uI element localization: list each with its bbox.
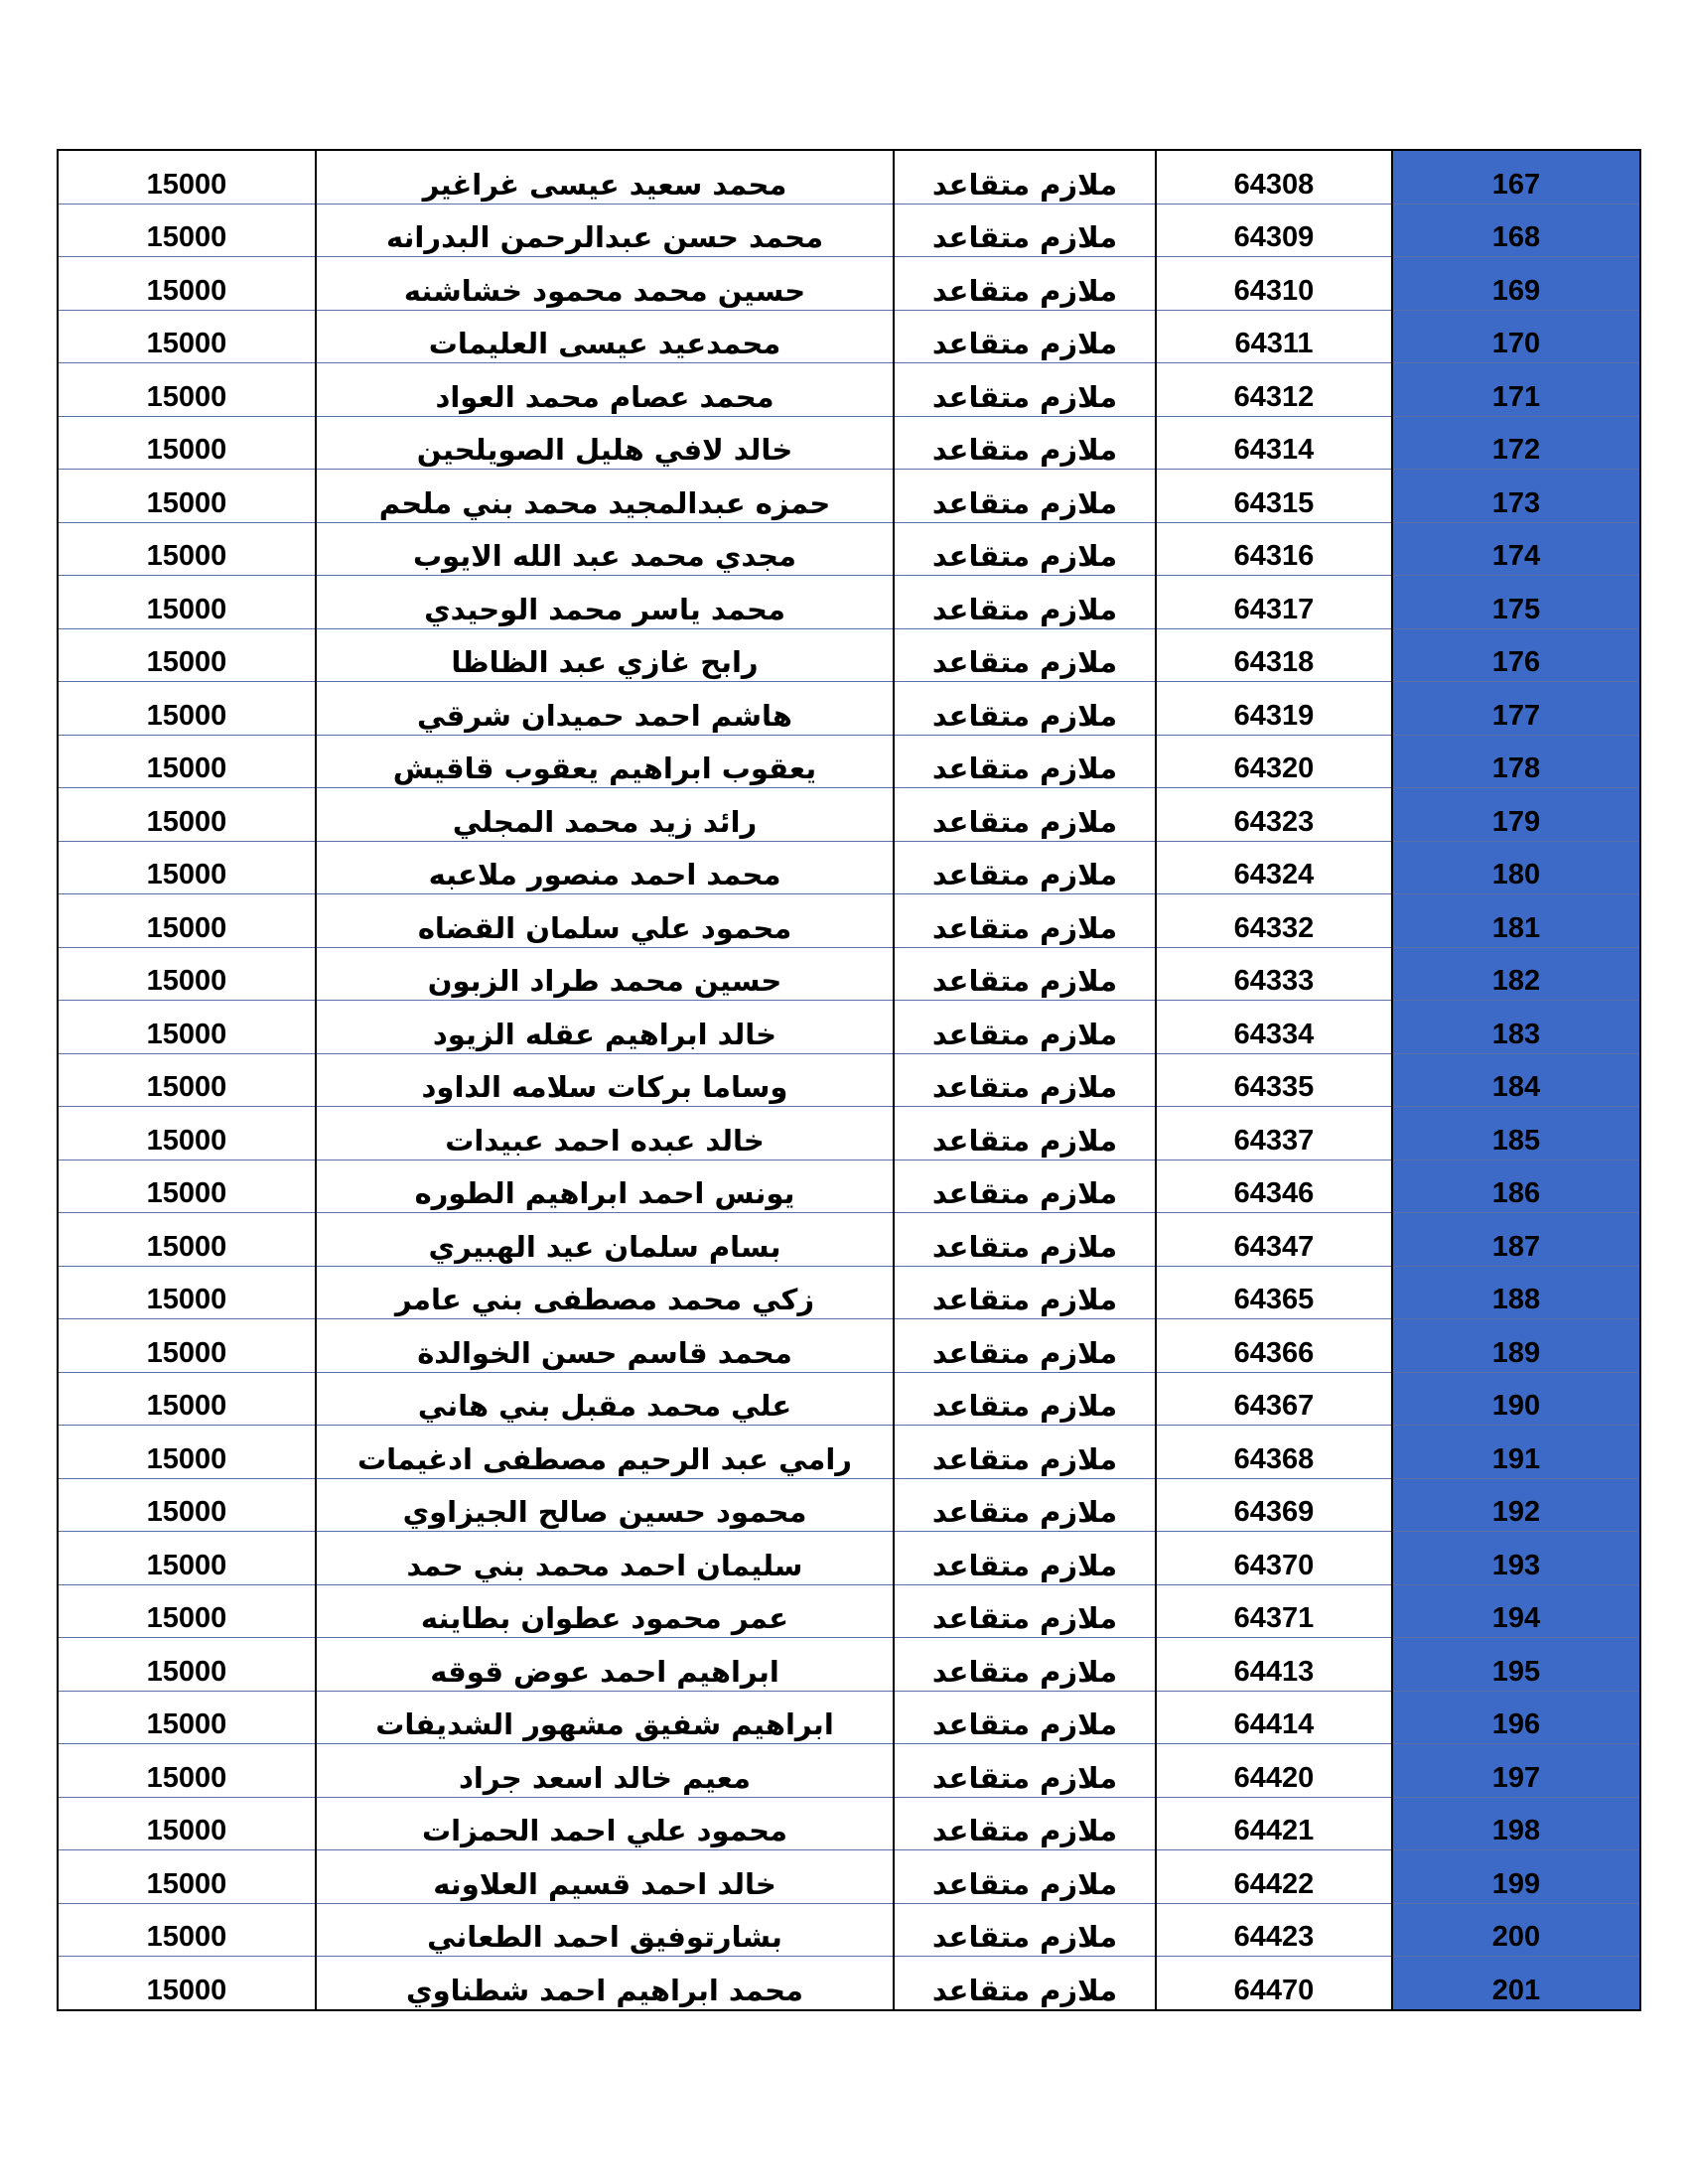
id-number-cell: 64314 [1156, 416, 1392, 470]
id-number-cell: 64369 [1156, 1478, 1392, 1532]
rank-cell: ملازم متقاعد [894, 363, 1156, 417]
name-cell: ابراهيم شفيق مشهور الشديفات [316, 1691, 894, 1744]
sequence-number-cell: 172 [1392, 416, 1640, 470]
id-number-cell: 64319 [1156, 682, 1392, 736]
table-row [58, 1850, 1640, 1904]
sequence-number-cell: 187 [1392, 1213, 1640, 1267]
sequence-number-cell: 186 [1392, 1160, 1640, 1213]
sequence-number-cell: 195 [1392, 1638, 1640, 1692]
rank-cell: ملازم متقاعد [894, 1266, 1156, 1319]
name-cell: رائد زيد محمد المجلي [316, 788, 894, 842]
name-cell: خالد احمد قسيم العلاونه [316, 1850, 894, 1904]
amount-cell: 15000 [58, 522, 316, 576]
sequence-number-cell: 182 [1392, 947, 1640, 1001]
amount-cell: 15000 [58, 1957, 316, 2010]
sequence-number-cell: 185 [1392, 1107, 1640, 1160]
name-cell: بشارتوفيق احمد الطعاني [316, 1903, 894, 1957]
name-cell: محمد عصام محمد العواد [316, 363, 894, 417]
name-cell: حسين محمد محمود خشاشنه [316, 257, 894, 311]
name-cell: وساما بركات سلامه الداود [316, 1053, 894, 1107]
amount-cell: 15000 [58, 1478, 316, 1532]
rank-cell: ملازم متقاعد [894, 682, 1156, 736]
sequence-number-cell: 192 [1392, 1478, 1640, 1532]
sequence-number-cell: 198 [1392, 1797, 1640, 1850]
id-number-cell: 64310 [1156, 257, 1392, 311]
sequence-number-cell: 190 [1392, 1372, 1640, 1426]
amount-cell: 15000 [58, 1160, 316, 1213]
id-number-cell: 64333 [1156, 947, 1392, 1001]
amount-cell: 15000 [58, 1053, 316, 1107]
id-number-cell: 64317 [1156, 576, 1392, 629]
amount-cell: 15000 [58, 363, 316, 417]
amount-cell: 15000 [58, 1266, 316, 1319]
amount-cell: 15000 [58, 1850, 316, 1904]
sequence-number-cell: 168 [1392, 204, 1640, 257]
rank-cell: ملازم متقاعد [894, 470, 1156, 523]
rank-cell: ملازم متقاعد [894, 1426, 1156, 1479]
rank-cell: ملازم متقاعد [894, 1372, 1156, 1426]
rank-cell: ملازم متقاعد [894, 257, 1156, 311]
name-cell: محمد سعيد عيسى غراغير [316, 150, 894, 204]
rank-cell: ملازم متقاعد [894, 1319, 1156, 1373]
rank-cell: ملازم متقاعد [894, 788, 1156, 842]
table-row [58, 628, 1640, 682]
table-row [58, 1319, 1640, 1373]
rank-cell: ملازم متقاعد [894, 1691, 1156, 1744]
id-number-cell: 64320 [1156, 735, 1392, 788]
amount-cell: 15000 [58, 628, 316, 682]
id-number-cell: 64311 [1156, 310, 1392, 363]
amount-cell: 15000 [58, 150, 316, 204]
rank-cell: ملازم متقاعد [894, 1053, 1156, 1107]
sequence-number-cell: 173 [1392, 470, 1640, 523]
rank-cell: ملازم متقاعد [894, 841, 1156, 894]
amount-cell: 15000 [58, 1584, 316, 1638]
table-row [58, 416, 1640, 470]
sequence-number-cell: 188 [1392, 1266, 1640, 1319]
id-number-cell: 64414 [1156, 1691, 1392, 1744]
name-cell: هاشم احمد حميدان شرقي [316, 682, 894, 736]
amount-cell: 15000 [58, 947, 316, 1001]
id-number-cell: 64413 [1156, 1638, 1392, 1692]
table-row [58, 1266, 1640, 1319]
sequence-number-cell: 193 [1392, 1532, 1640, 1585]
id-number-cell: 64420 [1156, 1744, 1392, 1798]
sequence-number-cell: 181 [1392, 894, 1640, 948]
name-cell: معيم خالد اسعد جراد [316, 1744, 894, 1798]
sequence-number-cell: 175 [1392, 576, 1640, 629]
name-cell: حسين محمد طراد الزبون [316, 947, 894, 1001]
rank-cell: ملازم متقاعد [894, 204, 1156, 257]
table-row [58, 576, 1640, 629]
rank-cell: ملازم متقاعد [894, 1532, 1156, 1585]
table-row [58, 1160, 1640, 1213]
id-number-cell: 64332 [1156, 894, 1392, 948]
id-number-cell: 64421 [1156, 1797, 1392, 1850]
rank-cell: ملازم متقاعد [894, 150, 1156, 204]
sequence-number-cell: 184 [1392, 1053, 1640, 1107]
table-row [58, 735, 1640, 788]
rank-cell: ملازم متقاعد [894, 1107, 1156, 1160]
id-number-cell: 64334 [1156, 1001, 1392, 1054]
sequence-number-cell: 174 [1392, 522, 1640, 576]
rank-cell: ملازم متقاعد [894, 894, 1156, 948]
sequence-number-cell: 170 [1392, 310, 1640, 363]
rank-cell: ملازم متقاعد [894, 1478, 1156, 1532]
id-number-cell: 64422 [1156, 1850, 1392, 1904]
sequence-number-cell: 176 [1392, 628, 1640, 682]
table-row [58, 682, 1640, 736]
name-cell: سليمان احمد محمد بني حمد [316, 1532, 894, 1585]
rank-cell: ملازم متقاعد [894, 735, 1156, 788]
id-number-cell: 64316 [1156, 522, 1392, 576]
table-row [58, 1744, 1640, 1798]
rank-cell: ملازم متقاعد [894, 1584, 1156, 1638]
table-row [58, 150, 1640, 204]
rank-cell: ملازم متقاعد [894, 416, 1156, 470]
sequence-number-cell: 189 [1392, 1319, 1640, 1373]
id-number-cell: 64312 [1156, 363, 1392, 417]
name-cell: محمد احمد منصور ملاعبه [316, 841, 894, 894]
name-cell: محمد قاسم حسن الخوالدة [316, 1319, 894, 1373]
rank-cell: ملازم متقاعد [894, 1797, 1156, 1850]
amount-cell: 15000 [58, 257, 316, 311]
table-row [58, 363, 1640, 417]
name-cell: محمود علي احمد الحمزات [316, 1797, 894, 1850]
rank-cell: ملازم متقاعد [894, 1638, 1156, 1692]
amount-cell: 15000 [58, 894, 316, 948]
amount-cell: 15000 [58, 788, 316, 842]
sequence-number-cell: 194 [1392, 1584, 1640, 1638]
name-cell: عمر محمود عطوان بطاينه [316, 1584, 894, 1638]
id-number-cell: 64324 [1156, 841, 1392, 894]
table-row [58, 1691, 1640, 1744]
id-number-cell: 64323 [1156, 788, 1392, 842]
id-number-cell: 64315 [1156, 470, 1392, 523]
table-row [58, 841, 1640, 894]
rank-cell: ملازم متقاعد [894, 947, 1156, 1001]
table-row [58, 522, 1640, 576]
table-row [58, 1903, 1640, 1957]
id-number-cell: 64366 [1156, 1319, 1392, 1373]
amount-cell: 15000 [58, 1903, 316, 1957]
sequence-number-cell: 180 [1392, 841, 1640, 894]
table-row [58, 1532, 1640, 1585]
table-row [58, 1001, 1640, 1054]
amount-cell: 15000 [58, 1797, 316, 1850]
amount-cell: 15000 [58, 1691, 316, 1744]
rank-cell: ملازم متقاعد [894, 1957, 1156, 2010]
sequence-number-cell: 201 [1392, 1957, 1640, 2010]
roster-table-body [58, 150, 1640, 2010]
table-row [58, 1957, 1640, 2010]
table-row [58, 947, 1640, 1001]
rank-cell: ملازم متقاعد [894, 1903, 1156, 1957]
amount-cell: 15000 [58, 1532, 316, 1585]
amount-cell: 15000 [58, 204, 316, 257]
id-number-cell: 64337 [1156, 1107, 1392, 1160]
table-row [58, 894, 1640, 948]
id-number-cell: 64346 [1156, 1160, 1392, 1213]
amount-cell: 15000 [58, 1744, 316, 1798]
amount-cell: 15000 [58, 1638, 316, 1692]
name-cell: خالد لافي هليل الصويلحين [316, 416, 894, 470]
sequence-number-cell: 197 [1392, 1744, 1640, 1798]
amount-cell: 15000 [58, 1319, 316, 1373]
name-cell: ابراهيم احمد عوض قوقه [316, 1638, 894, 1692]
id-number-cell: 64335 [1156, 1053, 1392, 1107]
name-cell: علي محمد مقبل بني هاني [316, 1372, 894, 1426]
amount-cell: 15000 [58, 416, 316, 470]
table-row [58, 1584, 1640, 1638]
name-cell: محمد ابراهيم احمد شطناوي [316, 1957, 894, 2010]
table-row [58, 1213, 1640, 1267]
table-row [58, 257, 1640, 311]
rank-cell: ملازم متقاعد [894, 576, 1156, 629]
table-row [58, 1426, 1640, 1479]
id-number-cell: 64368 [1156, 1426, 1392, 1479]
sequence-number-cell: 183 [1392, 1001, 1640, 1054]
name-cell: محمود حسين صالح الجيزاوي [316, 1478, 894, 1532]
name-cell: يونس احمد ابراهيم الطوره [316, 1160, 894, 1213]
id-number-cell: 64423 [1156, 1903, 1392, 1957]
rank-cell: ملازم متقاعد [894, 310, 1156, 363]
name-cell: خالد ابراهيم عقله الزيود [316, 1001, 894, 1054]
name-cell: زكي محمد مصطفى بني عامر [316, 1266, 894, 1319]
name-cell: محمد ياسر محمد الوحيدي [316, 576, 894, 629]
name-cell: رامي عبد الرحيم مصطفى ادغيمات [316, 1426, 894, 1479]
rank-cell: ملازم متقاعد [894, 1744, 1156, 1798]
sequence-number-cell: 200 [1392, 1903, 1640, 1957]
roster-table [57, 149, 1641, 2011]
name-cell: رابح غازي عبد الظاظا [316, 628, 894, 682]
amount-cell: 15000 [58, 470, 316, 523]
amount-cell: 15000 [58, 735, 316, 788]
sequence-number-cell: 178 [1392, 735, 1640, 788]
id-number-cell: 64370 [1156, 1532, 1392, 1585]
table-row [58, 310, 1640, 363]
table-row [58, 1478, 1640, 1532]
rank-cell: ملازم متقاعد [894, 522, 1156, 576]
rank-cell: ملازم متقاعد [894, 1850, 1156, 1904]
name-cell: يعقوب ابراهيم يعقوب قاقيش [316, 735, 894, 788]
sequence-number-cell: 169 [1392, 257, 1640, 311]
table-row [58, 1372, 1640, 1426]
id-number-cell: 64367 [1156, 1372, 1392, 1426]
name-cell: حمزه عبدالمجيد محمد بني ملحم [316, 470, 894, 523]
sequence-number-cell: 171 [1392, 363, 1640, 417]
id-number-cell: 64318 [1156, 628, 1392, 682]
name-cell: محمدعيد عيسى العليمات [316, 310, 894, 363]
amount-cell: 15000 [58, 1001, 316, 1054]
sequence-number-cell: 191 [1392, 1426, 1640, 1479]
amount-cell: 15000 [58, 1107, 316, 1160]
name-cell: محمود علي سلمان القضاه [316, 894, 894, 948]
sequence-number-cell: 199 [1392, 1850, 1640, 1904]
id-number-cell: 64470 [1156, 1957, 1392, 2010]
rank-cell: ملازم متقاعد [894, 1001, 1156, 1054]
amount-cell: 15000 [58, 310, 316, 363]
rank-cell: ملازم متقاعد [894, 628, 1156, 682]
name-cell: محمد حسن عبدالرحمن البدرانه [316, 204, 894, 257]
name-cell: مجدي محمد عبد الله الايوب [316, 522, 894, 576]
id-number-cell: 64309 [1156, 204, 1392, 257]
id-number-cell: 64308 [1156, 150, 1392, 204]
sequence-number-cell: 179 [1392, 788, 1640, 842]
table-row [58, 1053, 1640, 1107]
table-row [58, 788, 1640, 842]
rank-cell: ملازم متقاعد [894, 1213, 1156, 1267]
rank-cell: ملازم متقاعد [894, 1160, 1156, 1213]
table-row [58, 470, 1640, 523]
sequence-number-cell: 177 [1392, 682, 1640, 736]
amount-cell: 15000 [58, 1426, 316, 1479]
amount-cell: 15000 [58, 841, 316, 894]
sequence-number-cell: 196 [1392, 1691, 1640, 1744]
id-number-cell: 64365 [1156, 1266, 1392, 1319]
name-cell: خالد عبده احمد عبيدات [316, 1107, 894, 1160]
table-row [58, 204, 1640, 257]
id-number-cell: 64347 [1156, 1213, 1392, 1267]
table-row [58, 1638, 1640, 1692]
sequence-number-cell: 167 [1392, 150, 1640, 204]
amount-cell: 15000 [58, 682, 316, 736]
amount-cell: 15000 [58, 1372, 316, 1426]
table-row [58, 1107, 1640, 1160]
table-row [58, 1797, 1640, 1850]
amount-cell: 15000 [58, 1213, 316, 1267]
name-cell: بسام سلمان عيد الهبيري [316, 1213, 894, 1267]
amount-cell: 15000 [58, 576, 316, 629]
id-number-cell: 64371 [1156, 1584, 1392, 1638]
